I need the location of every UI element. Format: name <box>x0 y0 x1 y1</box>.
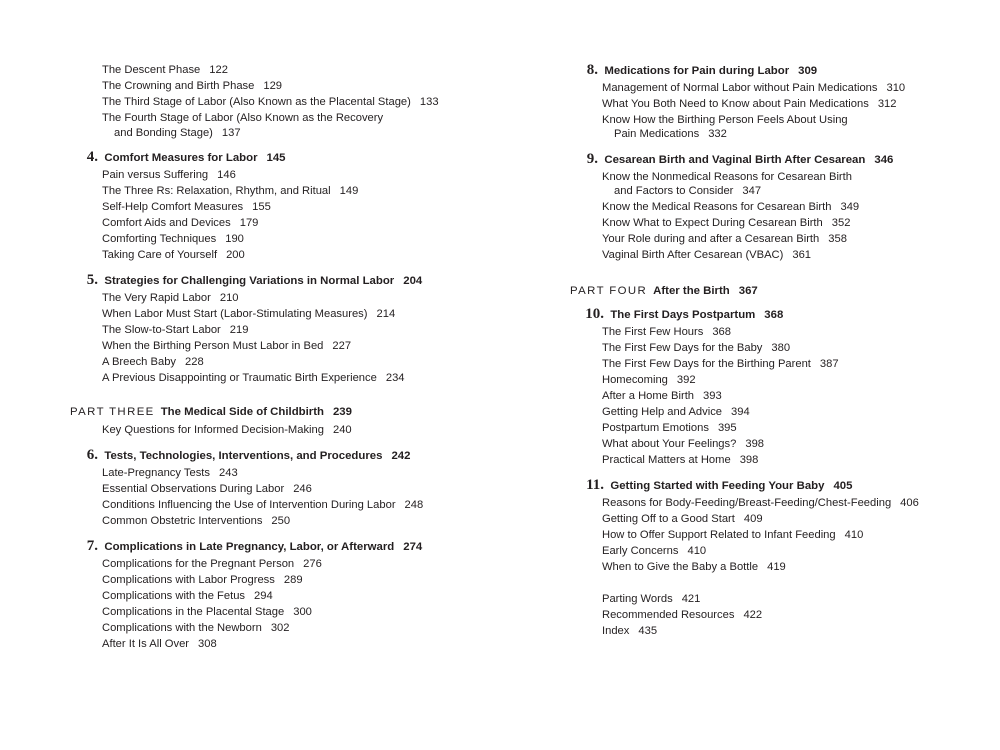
toc-entry[interactable]: Your Role during and after a Cesarean Birth 358 <box>602 233 847 245</box>
toc-entry[interactable]: Practical Matters at Home 398 <box>602 454 759 466</box>
back-matter-entry[interactable]: Index 435 <box>602 625 658 637</box>
toc-entry-continued[interactable]: Pain Medications 332 <box>614 128 727 140</box>
toc-entry-continued[interactable]: and Factors to Consider 347 <box>614 185 762 197</box>
toc-entry[interactable]: When to Give the Baby a Bottle 419 <box>602 561 786 573</box>
toc-entry[interactable]: Comfort Aids and Devices 179 <box>102 217 259 229</box>
toc-entry[interactable]: When the Birthing Person Must Labor in Bed 227 <box>102 340 352 352</box>
toc-entry[interactable]: Complications with the Fetus 294 <box>102 590 273 602</box>
toc-entry[interactable]: Common Obstetric Interventions 250 <box>102 515 291 527</box>
part-heading[interactable]: PART FOUR After the Birth 367 <box>570 285 758 297</box>
toc-entry[interactable]: The Fourth Stage of Labor (Also Known as the Recovery <box>102 112 384 124</box>
toc-entry[interactable]: Know How the Birthing Person Feels About Using <box>602 114 848 126</box>
toc-entry[interactable]: Getting Off to a Good Start 409 <box>602 513 763 525</box>
chapter-heading[interactable]: 10. The First Days Postpartum 368 <box>585 306 784 322</box>
toc-entry[interactable]: The Third Stage of Labor (Also Known as the Placental Stage) 133 <box>102 96 439 108</box>
toc-entry[interactable]: When Labor Must Start (Labor-Stimulating Measures) 214 <box>102 308 396 320</box>
toc-entry[interactable]: Complications for the Pregnant Person 276 <box>102 558 322 570</box>
back-matter-entry[interactable]: Parting Words 421 <box>602 593 701 605</box>
toc-entry[interactable]: Pain versus Suffering 146 <box>102 169 236 181</box>
toc-entry[interactable]: Management of Normal Labor without Pain Medications 310 <box>602 82 906 94</box>
toc-entry[interactable]: Know What to Expect During Cesarean Birth 352 <box>602 217 851 229</box>
toc-entry[interactable]: Postpartum Emotions 395 <box>602 422 737 434</box>
toc-entry[interactable]: What about Your Feelings? 398 <box>602 438 765 450</box>
toc-entry[interactable]: How to Offer Support Related to Infant Feeding 410 <box>602 529 864 541</box>
toc-entry[interactable]: The First Few Days for the Baby 380 <box>602 342 791 354</box>
chapter-heading[interactable]: 9. Cesarean Birth and Vaginal Birth After Cesarean 346 <box>586 151 894 167</box>
toc-entry[interactable]: Know the Medical Reasons for Cesarean Birth 349 <box>602 201 860 213</box>
toc-entry[interactable]: Early Concerns 410 <box>602 545 707 557</box>
toc-entry[interactable]: Complications with Labor Progress 289 <box>102 574 303 586</box>
toc-entry[interactable]: Complications with the Newborn 302 <box>102 622 290 634</box>
toc-entry[interactable]: Essential Observations During Labor 246 <box>102 483 312 495</box>
toc-entry[interactable]: The Very Rapid Labor 210 <box>102 292 239 304</box>
toc-entry[interactable]: Comforting Techniques 190 <box>102 233 244 245</box>
toc-entry[interactable]: Reasons for Body-Feeding/Breast-Feeding/Chest-Feeding 406 <box>602 497 919 509</box>
toc-entry[interactable]: Taking Care of Yourself 200 <box>102 249 245 261</box>
toc-entry[interactable]: Homecoming 392 <box>602 374 696 386</box>
chapter-heading[interactable]: 11. Getting Started with Feeding Your Baby 405 <box>586 477 853 493</box>
chapter-heading[interactable]: 8. Medications for Pain during Labor 309 <box>586 62 818 78</box>
toc-entry[interactable]: Self-Help Comfort Measures 155 <box>102 201 271 213</box>
chapter-heading[interactable]: 6. Tests, Technologies, Interventions, and Procedures 242 <box>86 447 411 463</box>
chapter-heading[interactable]: 7. Complications in Late Pregnancy, Labor, or Afterward 274 <box>86 538 423 554</box>
toc-entry-continued[interactable]: and Bonding Stage) 137 <box>114 127 241 139</box>
chapter-heading[interactable]: 4. Comfort Measures for Labor 145 <box>86 149 286 165</box>
toc-entry[interactable]: Vaginal Birth After Cesarean (VBAC) 361 <box>602 249 812 261</box>
toc-entry[interactable]: After a Home Birth 393 <box>602 390 722 402</box>
toc-entry[interactable]: The First Few Hours 368 <box>602 326 731 338</box>
toc-entry[interactable]: What You Both Need to Know about Pain Medications 312 <box>602 98 897 110</box>
chapter-heading[interactable]: 5. Strategies for Challenging Variations in Normal Labor 204 <box>86 272 423 288</box>
part-heading[interactable]: PART THREE The Medical Side of Childbirth 239 <box>70 406 352 418</box>
toc-entry[interactable]: Late-Pregnancy Tests 243 <box>102 467 238 479</box>
toc-entry[interactable]: The First Few Days for the Birthing Parent 387 <box>602 358 839 370</box>
toc-entry[interactable]: A Previous Disappointing or Traumatic Birth Experience 234 <box>102 372 405 384</box>
toc-entry[interactable]: The Crowning and Birth Phase 129 <box>102 80 283 92</box>
toc-entry[interactable]: Complications in the Placental Stage 300 <box>102 606 312 618</box>
toc-entry[interactable]: Conditions Influencing the Use of Intervention During Labor 248 <box>102 499 424 511</box>
toc-entry[interactable]: The Descent Phase 122 <box>102 64 228 76</box>
toc-entry[interactable]: The Three Rs: Relaxation, Rhythm, and Ritual 149 <box>102 185 359 197</box>
back-matter-entry[interactable]: Recommended Resources 422 <box>602 609 763 621</box>
toc-entry[interactable]: Key Questions for Informed Decision-Making 240 <box>102 424 352 436</box>
toc-entry[interactable]: Getting Help and Advice 394 <box>602 406 750 418</box>
toc-entry[interactable]: The Slow-to-Start Labor 219 <box>102 324 249 336</box>
toc-entry[interactable]: After It Is All Over 308 <box>102 638 217 650</box>
toc-entry[interactable]: A Breech Baby 228 <box>102 356 204 368</box>
toc-entry[interactable]: Know the Nonmedical Reasons for Cesarean Birth <box>602 171 852 183</box>
